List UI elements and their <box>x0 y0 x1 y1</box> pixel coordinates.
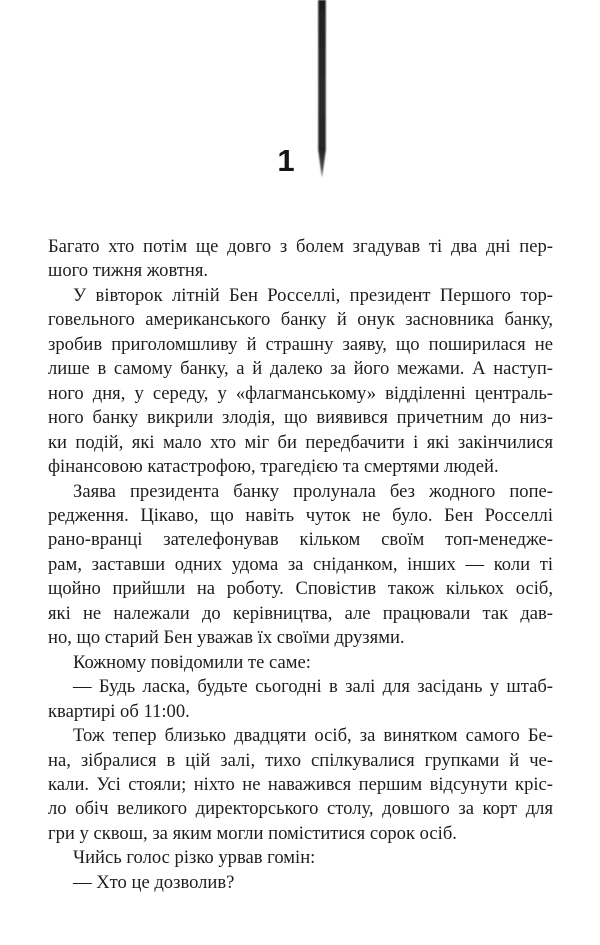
text-line: но, що старий Бен уважав їх своїми друзями. <box>48 627 405 649</box>
text-line: ного банку викрили злодія, що виявився причетним до низ- <box>48 407 553 429</box>
text-line: Тож тепер близько двадцяти осіб, за винятком самого Бе- <box>73 725 553 747</box>
text-line: Чийсь голос різко урвав гомін: <box>73 847 316 869</box>
text-line: Кожному повідомили те саме: <box>73 651 311 673</box>
text-line: лише в самому банку, а й далеко за його межами. А наступ- <box>48 358 553 380</box>
text-line: рам, заставши одних удома за сніданком, інших — коли ті <box>48 553 553 575</box>
text-line: на, зібралися в цій залі, тихо спілкувалися групками й че- <box>48 749 553 771</box>
text-line: — Будь ласка, будьте сьогодні в залі для засідань у штаб- <box>73 676 553 698</box>
text-line: зробив приголомшливу й страшну заяву, що поширилася не <box>48 333 553 355</box>
text-line: ло обіч великого директорського столу, довшого за корт для <box>48 798 553 820</box>
chapter-number: 1 <box>277 143 295 178</box>
text-line: шого тижня жовтня. <box>48 260 209 282</box>
text-line: фінансовою катастрофою, трагедією та смертями людей. <box>48 456 499 478</box>
text-line: щойно прийшли на роботу. Сповістив також кількох осіб, <box>48 578 553 600</box>
text-block <box>48 235 553 895</box>
text-line: говельного американського банку й онук засновника банку, <box>48 309 553 331</box>
text-line: гри у сквош, за яким могли поміститися сорок осіб. <box>48 822 457 844</box>
text-line: ного дня, у середу, у «флагманському» відділенні централь- <box>48 382 553 404</box>
text-line: У вівторок літній Бен Росселлі, президент Першого тор- <box>73 284 553 306</box>
text-line: Багато хто потім ще довго з болем згадував ті два дні пер- <box>48 236 553 257</box>
text-line: квартирі об 11:00. <box>48 700 190 722</box>
text-line: ки подій, які мало хто міг би передбачити і які закінчилися <box>48 431 553 453</box>
blade-icon <box>315 0 329 190</box>
text-line: редження. Цікаво, що навіть чуток не було. Бен Росселлі <box>48 504 553 526</box>
text-line: рано-вранці зателефонував кільком своїм топ-менедже- <box>48 529 553 551</box>
text-line: — Хто це дозволив? <box>73 871 235 893</box>
text-line: кали. Усі стояли; ніхто не наважився першим відсунути кріс- <box>48 773 553 795</box>
text-line: Заява президента банку пролунала без жодного попе- <box>73 480 553 502</box>
text-line: які не належали до керівництва, але працювали так дав- <box>48 602 553 624</box>
